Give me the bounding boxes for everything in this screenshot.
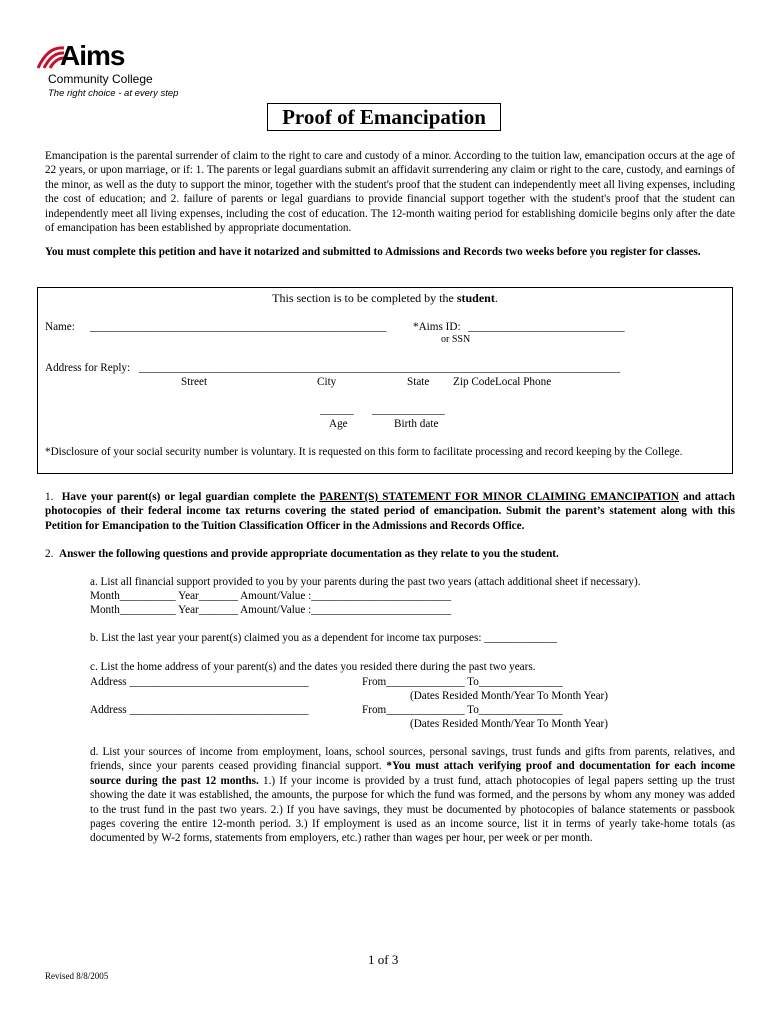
- aims-id-field[interactable]: ____________________________: [468, 321, 625, 333]
- question-d-text: d. List your sources of income from employment, loans, school sources, personal savings, trust funds and gifts from parents, relatives, and friends, since your parents ceased providing financial support. *You must attach verifying proof and documentation for each income source during the past 12 months. 1.) If your income is provided by a trust fund, attach photocopies of legal papers setting up the trust showing the date it was established, the amounts, the purpose for which the fund was formed, and the persons by whom any money was added to the trust fund in the past two years. 2.) If you have savings, they must be documented by photocopies of balance statements or passbook pages covering the entire 12-month period. 3.) If employment is used as an income source, list it in terms of yearly take-home totals (as documented by W-2 forms, statements from employers, etc.) rather than wages per hour, per week or per month.: [90, 746, 735, 845]
- city-label: City: [317, 376, 337, 388]
- logo-subtitle: Community College: [48, 72, 153, 86]
- parent-address-field-1[interactable]: Address ________________________________: [90, 676, 309, 688]
- aims-id-label: *Aims ID:: [413, 321, 461, 333]
- state-label: State: [407, 376, 430, 388]
- intro-paragraph: Emancipation is the parental surrender of claim to the right to care and custody of a minor. According to the tuition law, emancipation occurs at the age of 22 years, or upon marriage, or if: 1. The parents or legal guardians submit an affidavit surrendering any claim or right to the care, custody, and earnings of the minor, as well as the duty to support the minor, together with the student's proof that the student can independently meet all living expenses, including the cost of education; and 2. failure of parents or legal guardians to provide financial support together with the student's proof that the student can independently meet all living expenses, including the cost of education. The 12-month waiting period for establishing domicile begins only after the date of emancipation has been established by appropriate documentation.: [45, 150, 735, 235]
- heading-student-emph: student: [456, 291, 495, 305]
- page-number: 1 of 3: [368, 952, 399, 967]
- dates-note-2: (Dates Resided Month/Year To Month Year): [410, 718, 608, 730]
- birth-date-field[interactable]: _____________: [372, 404, 445, 416]
- notice-paragraph: You must complete this petition and have it notarized and submitted to Admissions and Records two weeks before you register for classes.: [45, 246, 701, 258]
- question-b-text[interactable]: b. List the last year your parent(s) claimed you as a dependent for income tax purposes: _____________: [90, 632, 557, 644]
- question-a-row-1[interactable]: Month__________ Year_______ Amount/Value :_________________________: [90, 590, 452, 602]
- student-section-heading: This section is to be completed by the student.: [272, 291, 498, 305]
- dates-note-1: (Dates Resided Month/Year To Month Year): [410, 690, 608, 702]
- item-2: 2. Answer the following questions and provide appropriate documentation as they relate to you the student.: [45, 548, 559, 560]
- question-a-text: a. List all financial support provided to you by your parents during the past two years (attach additional sheet if necessary).: [90, 576, 641, 588]
- name-label: Name:: [45, 321, 75, 333]
- question-a-row-2[interactable]: Month__________ Year_______ Amount/Value :_________________________: [90, 604, 452, 616]
- zip-phone-label: Zip CodeLocal Phone: [453, 376, 552, 388]
- item-1: 1. Have your parent(s) or legal guardian complete the PARENT(S) STATEMENT FOR MINOR CLAIMING EMANCIPATION and attach photocopies of their federal income tax returns covering the stated period of emancipation. Submit the parent’s statement along with this Petition for Emancipation to the Tuition Classification Officer in the Admissions and Records Office.: [45, 491, 735, 532]
- address-field[interactable]: ______________________________________________________________________________________: [139, 362, 621, 374]
- birth-date-label: Birth date: [394, 418, 439, 430]
- age-field[interactable]: ______: [320, 404, 354, 416]
- or-ssn-label: or SSN: [441, 334, 471, 345]
- resided-dates-field-2[interactable]: From______________ To_______________: [362, 704, 563, 716]
- age-label: Age: [329, 418, 348, 430]
- question-c-text: c. List the home address of your parent(s) and the dates you resided there during the past two years.: [90, 661, 536, 673]
- disclosure-text: *Disclosure of your social security number is voluntary. It is requested on this form to facilitate processing and record keeping by the College.: [45, 446, 683, 458]
- street-label: Street: [181, 376, 208, 388]
- name-field[interactable]: _____________________________________________________: [90, 321, 387, 333]
- parent-statement-form-name: PARENT(S) STATEMENT FOR MINOR CLAIMING EMANCIPATION: [319, 491, 679, 503]
- address-label: Address for Reply:: [45, 362, 131, 374]
- logo-tagline: The right choice - at every step: [48, 88, 179, 99]
- page-title: Proof of Emancipation: [267, 103, 501, 131]
- logo-name: Aims: [60, 40, 125, 71]
- resided-dates-field-1[interactable]: From______________ To_______________: [362, 676, 563, 688]
- parent-address-field-2[interactable]: Address ________________________________: [90, 704, 309, 716]
- revised-date: Revised 8/8/2005: [45, 971, 109, 981]
